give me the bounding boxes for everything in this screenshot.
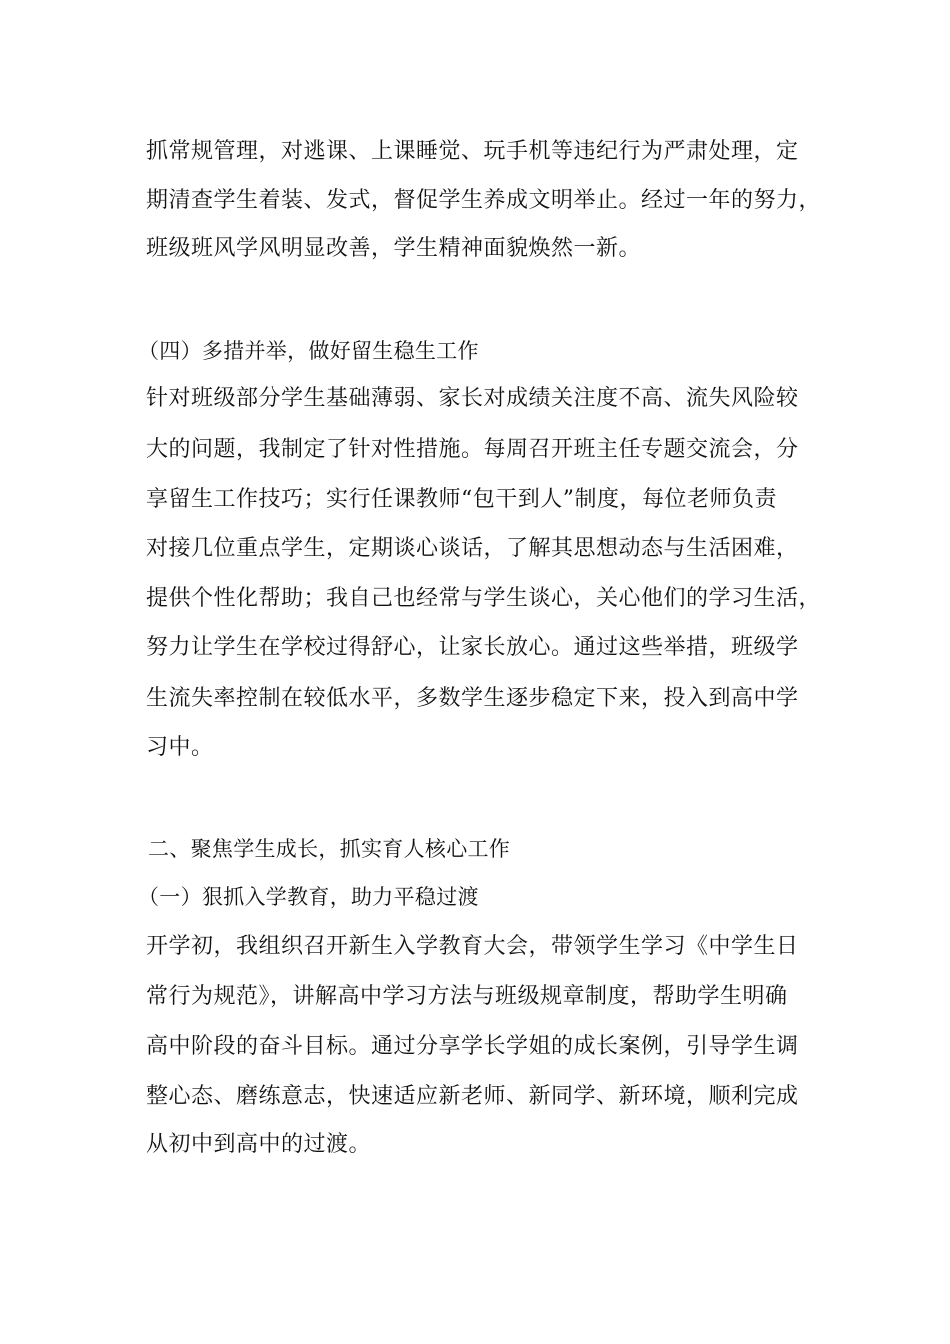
paragraph-line: 习中。 bbox=[146, 735, 214, 760]
paragraph-line: 常行为规范》，讲解高中学习方法与班级规章制度，帮助学生明确 bbox=[146, 984, 788, 1009]
paragraph-line: 班级班风学风明显改善，学生精神面貌焕然一新。 bbox=[146, 236, 642, 261]
paragraph-line: 对接几位重点学生，定期谈心谈话，了解其思想动态与生活困难， bbox=[146, 536, 799, 561]
paragraph-line: 提供个性化帮助；我自己也经常与学生谈心，关心他们的学习生活， bbox=[146, 586, 822, 611]
paragraph-line: 整心态、磨练意志，快速适应新老师、新同学、新环境，顺利完成 bbox=[146, 1084, 799, 1109]
paragraph-line: 生流失率控制在较低水平，多数学生逐步稳定下来，投入到高中学 bbox=[146, 686, 799, 711]
section-heading-4: （四）多措并举，做好留生稳生工作 bbox=[138, 339, 479, 363]
paragraph-line: 从初中到高中的过渡。 bbox=[146, 1132, 372, 1157]
paragraph-line: 针对班级部分学生基础薄弱、家长对成绩关注度不高、流失风险较 bbox=[146, 386, 799, 411]
paragraph-line: 期清查学生着装、发式，督促学生养成文明举止。经过一年的努力， bbox=[146, 188, 822, 213]
paragraph-line: 抓常规管理，对逃课、上课睡觉、玩手机等违纪行为严肃处理，定 bbox=[146, 139, 799, 164]
subsection-heading-1: （一）狠抓入学教育，助力平稳过渡 bbox=[138, 885, 479, 909]
paragraph-line: 享留生工作技巧；实行任课教师“包干到人”制度，每位老师负责 bbox=[146, 487, 777, 512]
paragraph-line: 大的问题，我制定了针对性措施。每周召开班主任专题交流会，分 bbox=[146, 437, 799, 462]
part-heading-2: 二、聚焦学生成长，抓实育人核心工作 bbox=[148, 837, 511, 861]
paragraph-line: 努力让学生在学校过得舒心，让家长放心。通过这些举措，班级学 bbox=[146, 635, 799, 660]
paragraph-line: 开学初，我组织召开新生入学教育大会，带领学生学习《中学生日 bbox=[146, 934, 799, 959]
paragraph-line: 高中阶段的奋斗目标。通过分享学长学姐的成长案例，引导学生调 bbox=[146, 1034, 799, 1059]
